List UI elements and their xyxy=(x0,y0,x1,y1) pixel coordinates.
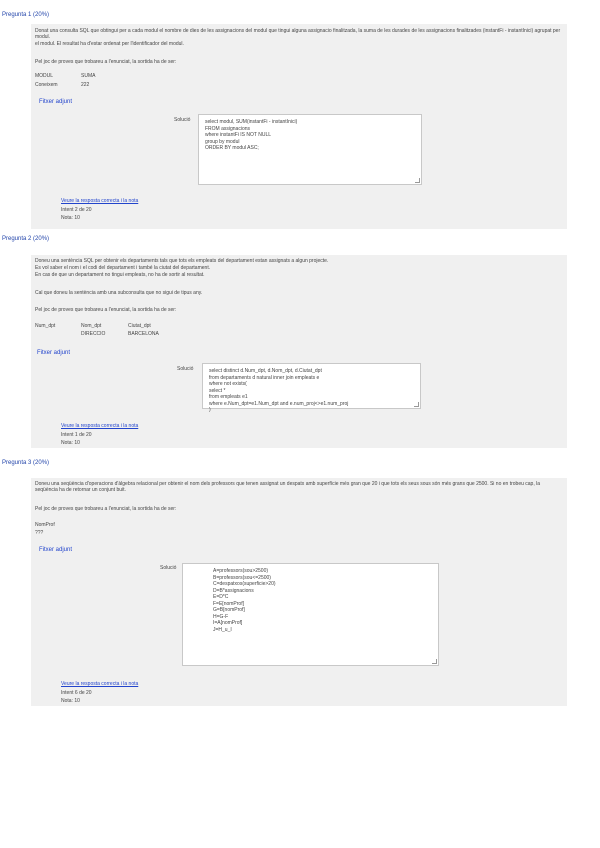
question-3-text-3: Pel joc de proves que trobareu a l'enunciat, la sortida ha de ser: xyxy=(35,506,177,512)
question-2-text-3: En cas de que un departament no tingui empleats, no ha de sortir al resultat. xyxy=(35,272,205,278)
grade-value: Nota: 10 xyxy=(61,698,80,704)
solution-label: Solució xyxy=(160,565,177,571)
view-grade-link[interactable]: Veure la resposta correcta i la nota xyxy=(61,681,139,687)
question-2-panel xyxy=(31,255,567,448)
solution-label: Solució xyxy=(174,117,191,123)
resize-handle[interactable] xyxy=(432,659,437,664)
answer-line: from departaments d natural inner join empleats e xyxy=(209,374,320,381)
answer-line: select * xyxy=(209,387,226,394)
result-header-modul: MODUL xyxy=(35,73,54,79)
question-3-text-1: Doneu una seqüència d'operacions d'àlgebra relacional per obtenir el nom dels professors que tenen assignat un despatx amb superfície més gran que 20 i que tots els seus sous són més grans que 2500. Si no en trobeu cap, la seqüència ha de retornar un conjunt buit. xyxy=(35,481,541,493)
question-1-text-2: el modul. El resultat ha d'estar ordenat per l'identificador del modul. xyxy=(35,41,184,47)
answer-line: select modul, SUM(instantFi - instantInici) xyxy=(205,119,298,125)
answer-line: G=B[nomProf] xyxy=(213,607,245,613)
view-grade-link[interactable]: Veure la resposta correcta i la nota xyxy=(61,423,139,429)
result-header-ciutat-dpt: Ciutat_dpt xyxy=(128,323,151,329)
answer-line: I=A[nomProf] xyxy=(213,620,243,626)
attempt-count: Intent 1 de 20 xyxy=(61,432,92,438)
result-value-3: BARCELONA xyxy=(128,331,159,337)
solution-textarea[interactable] xyxy=(182,563,439,666)
answer-line: where not exists( xyxy=(209,381,247,387)
answer-line: where instantFi IS NOT NULL xyxy=(205,132,272,138)
result-value-2: 222 xyxy=(81,82,90,88)
question-1-heading: Pregunta 1 (20%) xyxy=(2,12,50,18)
result-value-1: ??? xyxy=(35,530,44,536)
solution-textarea[interactable] xyxy=(202,363,421,413)
question-2-text-4: Cal que doneu la sentència amb una subconsulta que no sigui de tipus any. xyxy=(35,290,203,296)
answer-line: ) xyxy=(209,407,211,413)
attempt-count: Intent 2 de 20 xyxy=(61,207,92,213)
question-2-heading: Pregunta 2 (20%) xyxy=(2,236,50,242)
solution-textarea[interactable] xyxy=(198,114,422,185)
result-header-num-dpt: Num_dpt xyxy=(35,323,56,329)
attempt-count: Intent 6 de 20 xyxy=(61,690,92,696)
answer-line: where e.Num_dpt=e1.Num_dpt and e.num_proj<>e1.num_proj xyxy=(209,400,349,407)
upload-link[interactable]: Fitxer adjunt xyxy=(39,99,73,105)
answer-line: FROM assignacions xyxy=(205,125,251,132)
resize-handle[interactable] xyxy=(414,402,419,407)
question-2-text-1: Doneu una sentència SQL per obtenir els departaments tals que tots els empleats del departament estan assignats a algun projecte. xyxy=(35,258,329,264)
answer-line: J=H_u_I xyxy=(213,626,232,633)
answer-line: H=G-F xyxy=(213,613,229,620)
answer-line: group by modul xyxy=(205,138,240,145)
question-3-heading: Pregunta 3 (20%) xyxy=(2,460,50,466)
result-header-suma: SUMA xyxy=(81,73,96,79)
grade-value: Nota: 10 xyxy=(61,215,80,221)
upload-link[interactable]: Fitxer adjunt xyxy=(37,350,71,356)
view-grade-link[interactable]: Veure la resposta correcta i la nota xyxy=(61,198,139,204)
answer-line: D=B*assignacions xyxy=(213,587,254,594)
question-2-text-2: Es vol saber el nom i el codi del departament i també la ciutat del departament. xyxy=(35,265,211,271)
solution-label: Solució xyxy=(177,366,194,372)
result-header-nom-dpt: Nom_dpt xyxy=(81,323,102,329)
upload-link[interactable]: Fitxer adjunt xyxy=(39,547,73,553)
answer-line: B=professors(sou<=2500) xyxy=(213,574,271,581)
result-value-2: DIRECCIO xyxy=(81,331,106,337)
result-value-1: Coneixem xyxy=(35,82,58,88)
question-3-panel xyxy=(31,478,567,706)
answer-line: ORDER BY modul ASC; xyxy=(205,145,259,151)
question-1-text-3: Pel joc de proves que trobareu a l'enunciat, la sortida ha de ser: xyxy=(35,59,177,65)
question-2-text-5: Pel joc de proves que trobareu a l'enunciat, la sortida ha de ser: xyxy=(35,307,177,313)
answer-line: from empleats e1 xyxy=(209,394,248,400)
answer-line: A=professors(sou>2500) xyxy=(213,568,269,574)
answer-line: C=despatxos(superficie>20) xyxy=(213,581,276,587)
answer-line: E=D*C xyxy=(213,594,229,600)
question-1-panel xyxy=(31,24,567,229)
resize-handle[interactable] xyxy=(415,178,420,183)
answer-line: F=E[nomProf] xyxy=(213,600,244,607)
result-header-nomprof: NomProf xyxy=(35,522,55,528)
grade-value: Nota: 10 xyxy=(61,440,80,446)
question-1-text-1: Donat una consulta SQL que obtingui per a cada modul el nombre de dies de les assignacions del modul que tingui alguna assignacio finalitzada, la suma de les durades de les assignacions finalitzades (instantFi - instantInici) agrupat per modul. xyxy=(35,28,561,40)
answer-line: select distinct d.Num_dpt, d.Nom_dpt, d.Ciutat_dpt xyxy=(209,368,322,374)
